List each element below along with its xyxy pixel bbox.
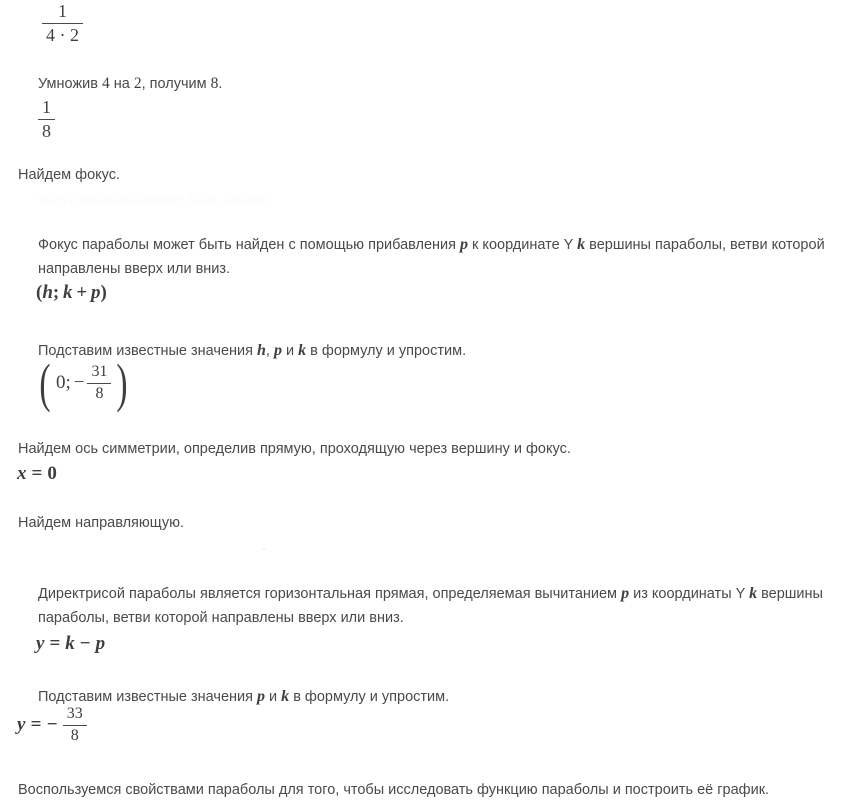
axis-of-symmetry-heading: Найдем ось симметрии, определив прямую, проходящую через вершину и фокус. xyxy=(18,441,571,457)
fraction-numerator: 1 xyxy=(42,97,51,117)
faded-text-artifact: Фокус параболы может быть найден xyxy=(38,192,269,207)
substitute-pk-sentence xyxy=(38,686,449,708)
coordinate-x: 0; xyxy=(55,372,71,394)
substitute-text-1: Подставим известные значения xyxy=(38,689,257,705)
focus-definition-line-2: направлены вверх или вниз. xyxy=(38,261,231,277)
focus-definition-text-3: вершины параболы, ветви которой xyxy=(585,237,825,253)
substitute-hpk-sentence xyxy=(38,340,466,362)
fraction-denominator: 8 xyxy=(95,384,104,402)
multiply-sentence xyxy=(38,73,222,95)
fraction-numerator: 1 xyxy=(58,1,67,21)
variable-k: k xyxy=(577,236,586,253)
fraction xyxy=(63,706,87,745)
substitute-comma: , xyxy=(265,343,274,359)
equation-line xyxy=(17,463,57,485)
variable-h: h xyxy=(42,282,53,303)
fraction-one-eighth xyxy=(38,98,55,141)
directrix-definition-line-1 xyxy=(38,583,823,605)
fraction-denominator: 8 xyxy=(42,120,51,141)
variable-p: p xyxy=(95,633,106,654)
equation-lhs: y xyxy=(17,714,26,736)
substitute-text-2: в формулу и упростим. xyxy=(306,343,467,359)
substitute-and: и xyxy=(265,689,282,705)
variable-k: k xyxy=(65,633,75,654)
multiply-sentence-part1: Умножив xyxy=(38,76,102,92)
fraction-bar xyxy=(63,725,87,726)
fraction-numerator: 33 xyxy=(66,705,83,722)
directrix-definition-text-3: вершины xyxy=(757,586,823,602)
equals-sign: = xyxy=(31,463,43,484)
fraction-bar xyxy=(87,383,111,384)
equals-sign: = xyxy=(30,714,42,736)
substitute-and: и xyxy=(281,343,299,359)
multiply-sentence-period: . xyxy=(218,76,223,92)
semicolon: ; xyxy=(52,282,60,303)
equals-sign: = xyxy=(49,633,61,654)
variable-k: k xyxy=(749,585,758,602)
equation-lhs: x xyxy=(17,463,27,484)
find-focus-heading: Найдем фокус. xyxy=(18,167,121,183)
fraction-numerator: 31 xyxy=(91,362,108,380)
focus-formula xyxy=(36,282,107,304)
variable-p: p xyxy=(460,236,469,253)
focus-definition-line-1 xyxy=(38,234,825,256)
variable-k: k xyxy=(298,342,307,359)
coordinate-pair-inner xyxy=(54,364,114,403)
equation-line xyxy=(17,706,87,745)
variable-p: p xyxy=(621,585,630,602)
variable-p: p xyxy=(273,342,282,359)
focus-definition-text-2: к координате Y xyxy=(468,237,578,253)
substitute-text-1: Подставим известные значения xyxy=(38,343,257,359)
multiply-operand-b: 2 xyxy=(133,75,142,92)
directrix-definition-line-2: параболы, ветви которой направлены вверх или вниз. xyxy=(38,610,404,626)
conclusion-text: Воспользуемся свойствами параболы для того, чтобы исследовать функцию параболы и построить её график. xyxy=(18,782,770,798)
paren-open: ( xyxy=(36,282,43,303)
coordinate-pair xyxy=(36,353,131,413)
fraction-bar xyxy=(42,23,83,24)
variable-h: h xyxy=(257,342,266,359)
multiply-operand-a: 4 xyxy=(101,75,110,92)
fraction-one-over-four-times-two xyxy=(42,2,83,45)
directrix-formula xyxy=(36,633,105,655)
minus-sign: − xyxy=(73,372,85,394)
equation-lhs: y xyxy=(36,633,45,654)
fraction-denominator: 8 xyxy=(70,726,79,744)
directrix-definition-text-1: Директрисой параболы является горизонтальная прямая, определяемая вычитанием xyxy=(38,586,622,602)
variable-p: p xyxy=(257,688,265,705)
variable-k: k xyxy=(281,688,290,705)
fraction xyxy=(87,364,111,403)
multiply-sentence-after: , получим xyxy=(141,76,211,92)
directrix-value xyxy=(17,706,87,745)
substitute-text-2: в формулу и упростим. xyxy=(289,689,450,705)
fraction xyxy=(38,98,55,141)
paren-close: ) xyxy=(116,353,129,413)
fraction-bar xyxy=(38,119,55,120)
minus-sign: − xyxy=(79,633,91,654)
minus-sign: − xyxy=(46,714,58,736)
directrix-definition-text-2: из координаты Y xyxy=(629,586,750,602)
axis-of-symmetry-equation xyxy=(17,463,57,485)
multiply-result: 8 xyxy=(210,75,219,92)
equation-rhs: 0 xyxy=(47,463,57,484)
focus-definition-text-1: Фокус параболы может быть найден с помощью прибавления xyxy=(38,237,461,253)
paren-open: ( xyxy=(39,353,51,413)
focus-point-value xyxy=(36,353,131,413)
variable-p: p xyxy=(91,282,101,303)
faded-dot-artifact xyxy=(263,548,265,550)
plus-operator: + xyxy=(76,282,88,303)
paren-close: ) xyxy=(100,282,107,303)
equation-line xyxy=(36,633,105,655)
fraction-denominator: 4 · 2 xyxy=(46,24,79,45)
find-directrix-heading: Найдем направляющую. xyxy=(18,515,185,531)
variable-k: k xyxy=(63,282,73,303)
fraction xyxy=(42,2,83,45)
multiply-sentence-middle: на xyxy=(109,76,134,92)
